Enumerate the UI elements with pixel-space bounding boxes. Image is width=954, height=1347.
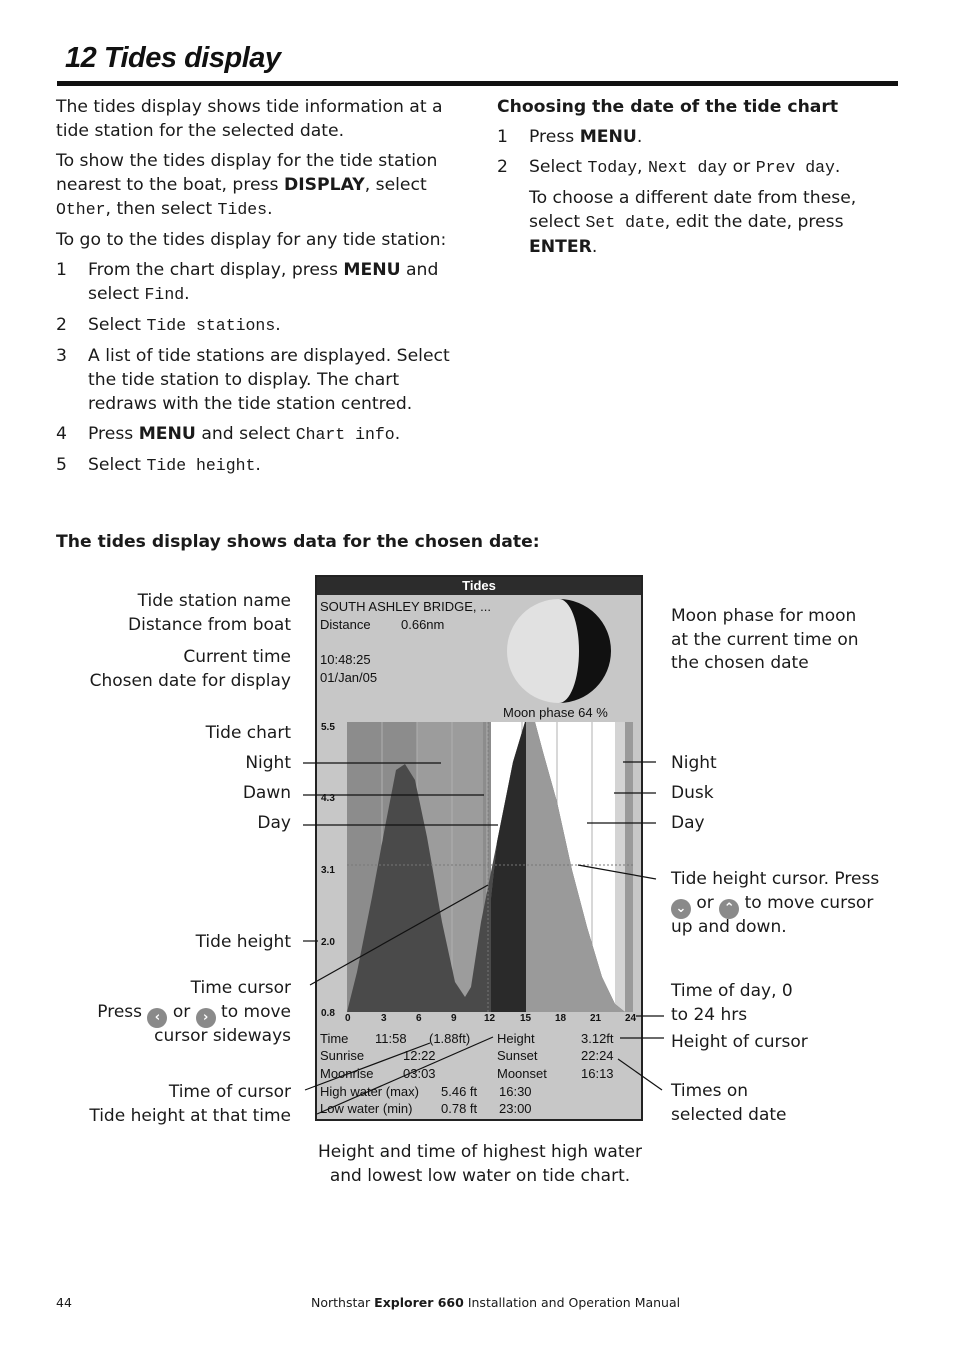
label-cursor-3: up and down. [671,917,787,937]
label-moon-2: at the current time on [671,630,859,650]
label-press-sideways: Press ‹ or › to move [97,1000,291,1028]
label-cursor-2: ⌄ or ⌃ to move cursor [671,891,873,919]
label-day-right: Day [671,813,705,833]
x-tick: 9 [451,1013,457,1024]
date-heading: Choosing the date of the tide chart [497,97,839,117]
x-tick: 6 [416,1013,422,1024]
row-low-water-label: Low water (min) [320,1101,413,1116]
screen-moon-phase: Moon phase 64 % [503,705,608,720]
date-step-2-detail: To choose a different date from these, select Set date, edit the date, press ENTER. [529,188,857,257]
row-sunrise-value: 12:22 [403,1048,436,1063]
label-tod-1: Time of day, 0 [671,981,793,1001]
row-moonset-value: 16:13 [581,1066,614,1081]
section-heading: The tides display shows data for the chosen date: [56,532,540,552]
date-step-2: 2 Select Today, Next day or Prev day. [497,157,841,177]
x-tick: 0 [345,1013,351,1024]
row-sunset-label: Sunset [497,1048,538,1063]
row-sunrise-label: Sunrise [320,1048,365,1063]
y-tick: 3.1 [321,865,335,876]
row-high-water-label: High water (max) [320,1084,419,1099]
paragraph-intro: The tides display shows tide information at a tide station for the selected date. [56,97,443,141]
label-time-cursor: Time cursor [190,978,291,998]
row-sunset-value: 22:24 [581,1048,614,1063]
step-2: 2 Select Tide stations. [56,315,281,335]
chevron-left-icon: ‹ [147,1008,167,1028]
row-time-height: (1.88ft) [429,1031,471,1046]
label-tide-chart: Tide chart [205,723,291,743]
label-tod-2: to 24 hrs [671,1005,748,1025]
label-station-name: Tide station name [137,591,291,611]
label-night-right: Night [671,753,717,773]
x-tick: 21 [590,1013,602,1024]
caption-line-1: Height and time of highest high water [318,1142,642,1162]
x-tick: 15 [520,1013,532,1024]
chevron-up-icon: ⌃ [719,899,739,919]
page-number: 44 [56,1295,72,1310]
row-moonrise-label: Moonrise [320,1066,374,1081]
label-dusk: Dusk [671,783,714,803]
screen-date: 01/Jan/05 [320,670,378,685]
label-time-of-cursor: Time of cursor [168,1082,291,1102]
y-tick: 2.0 [321,937,335,948]
chevron-right-icon: › [196,1008,216,1028]
screen-station: SOUTH ASHLEY BRIDGE, ... [320,599,491,614]
label-moon-3: the chosen date [671,653,809,673]
row-high-water-value: 5.46 ft [441,1084,478,1099]
label-times-2: selected date [671,1105,787,1125]
label-height-cursor: Height of cursor [671,1032,808,1052]
row-moonset-label: Moonset [497,1066,547,1081]
date-step-1: 1 Press MENU. [497,127,643,147]
x-tick: 24 [625,1013,637,1024]
label-dawn: Dawn [242,783,291,803]
paragraph-display: To show the tides display for the tide station nearest to the boat, press DISPLAY, select Other, then select Tides. [56,151,438,219]
row-height-label: Height [497,1031,535,1046]
screen-distance-label: Distance [320,617,371,632]
y-tick: 0.8 [321,1008,335,1019]
x-tick: 18 [555,1013,567,1024]
y-tick: 5.5 [321,722,335,733]
x-tick: 12 [484,1013,496,1024]
screen-title: Tides [317,577,641,595]
screen-distance-value: 0.66nm [401,617,445,632]
row-time-label: Time [320,1031,349,1046]
label-cursor-sideways: cursor sideways [154,1026,291,1046]
paragraph-any-station: To go to the tides display for any tide station: [56,230,447,250]
label-tide-height: Tide height [195,932,291,952]
row-low-water-value: 0.78 ft [441,1101,478,1116]
screen-time: 10:48:25 [320,652,371,667]
label-distance: Distance from boat [128,615,291,635]
step-3: 3 A list of tide stations are displayed. Select the tide station to display. The chart redraws with the tide station centred. [56,346,450,414]
row-high-water-time: 16:30 [499,1084,532,1099]
step-5: 5 Select Tide height. [56,455,261,475]
caption-line-2: and lowest low water on tide chart. [329,1166,631,1186]
row-low-water-time: 23:00 [499,1101,532,1116]
label-times-1: Times on [671,1081,749,1101]
row-moonrise-value: 03:03 [403,1066,436,1081]
label-day-left: Day [257,813,291,833]
chevron-down-icon: ⌄ [671,899,691,919]
step-1: 1 From the chart display, press MENU and select Find. [56,260,439,304]
step-4: 4 Press MENU and select Chart info. [56,424,401,444]
x-tick: 3 [381,1013,387,1024]
page-title: 12 Tides display [65,42,281,74]
label-tide-height-at: Tide height at that time [89,1106,291,1126]
y-tick: 4.3 [321,793,335,804]
label-cursor-1: Tide height cursor. Press [671,869,880,889]
row-time-value: 11:58 [375,1031,407,1046]
label-moon-1: Moon phase for moon [671,606,857,626]
label-current-time: Current time [183,647,291,667]
footer-manual: Northstar Explorer 660 Installation and Operation Manual [311,1295,681,1310]
label-night-left: Night [245,753,291,773]
row-height-value: 3.12ft [581,1031,614,1046]
label-chosen-date: Chosen date for display [89,671,291,691]
